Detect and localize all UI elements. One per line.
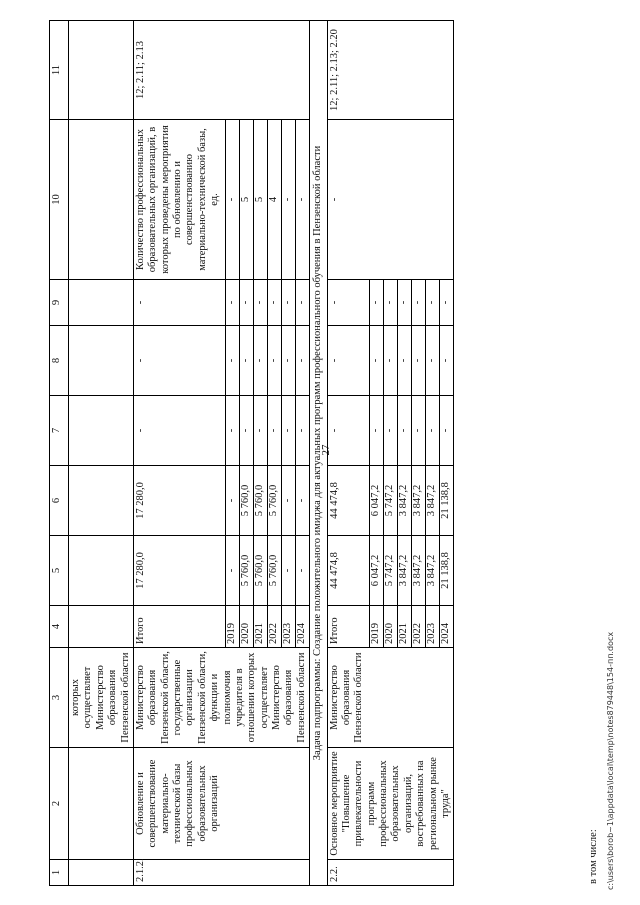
column-header-8: 8 bbox=[50, 326, 69, 396]
local-budget-cell: - bbox=[370, 326, 384, 396]
regional-budget-cell: 17 280,0 bbox=[133, 466, 225, 536]
year-cell: 2020 bbox=[384, 606, 398, 648]
total-cell: - bbox=[296, 536, 310, 606]
regional-budget-cell: - bbox=[282, 466, 296, 536]
column-header-3: 3 bbox=[50, 648, 69, 748]
regional-budget-cell: 3 847,2 bbox=[398, 466, 412, 536]
other-sources-cell: - bbox=[440, 280, 454, 326]
regional-budget-cell: - bbox=[226, 466, 240, 536]
column-header-10: 10 bbox=[50, 120, 69, 280]
regional-budget-cell: 44 474,8 bbox=[327, 466, 370, 536]
federal-budget-cell: - bbox=[226, 396, 240, 466]
cont-cell-5 bbox=[69, 536, 134, 606]
activity-212-name: Обновление и совершенствование материально-технической базы профессиональных образовательных организаций bbox=[133, 748, 309, 860]
local-budget-cell: - bbox=[282, 326, 296, 396]
cont-cell-3: которых осуществляет Министерство образования Пензенской области bbox=[69, 648, 134, 748]
local-budget-cell: - bbox=[133, 326, 225, 396]
cont-cell-6 bbox=[69, 466, 134, 536]
activity-212-links: 12; 2.11; 2.13 bbox=[133, 21, 309, 120]
activity-212-number: 2.1.2. bbox=[133, 860, 309, 886]
year-cell: 2021 bbox=[398, 606, 412, 648]
activity-22-number: 2.2. bbox=[327, 860, 454, 886]
local-budget-cell: - bbox=[240, 326, 254, 396]
cont-cell-1 bbox=[69, 860, 134, 886]
other-sources-cell: - bbox=[370, 280, 384, 326]
total-cell: 44 474,8 bbox=[327, 536, 370, 606]
other-sources-cell: - bbox=[240, 280, 254, 326]
indicator-cell: - bbox=[282, 120, 296, 280]
other-sources-cell: - bbox=[268, 280, 282, 326]
other-sources-cell: - bbox=[384, 280, 398, 326]
total-cell: 3 847,2 bbox=[398, 536, 412, 606]
indicator-cell: - bbox=[226, 120, 240, 280]
column-header-1: 1 bbox=[50, 860, 69, 886]
total-cell: 3 847,2 bbox=[412, 536, 426, 606]
regional-budget-cell: 5 747,2 bbox=[384, 466, 398, 536]
federal-budget-cell: - bbox=[398, 396, 412, 466]
cont-cell-4 bbox=[69, 606, 134, 648]
indicator-cell: Количество профессиональных образовательных организаций, в которых проведены мероприятия по обновлению и совершенствованию материально-технической базы, ед. bbox=[133, 120, 225, 280]
column-header-2: 2 bbox=[50, 748, 69, 860]
page-number: 27 bbox=[320, 444, 332, 456]
federal-budget-cell: - bbox=[412, 396, 426, 466]
regional-budget-cell: 5 760,0 bbox=[268, 466, 282, 536]
federal-budget-cell: - bbox=[440, 396, 454, 466]
other-sources-cell: - bbox=[133, 280, 225, 326]
column-header-9: 9 bbox=[50, 280, 69, 326]
indicator-cell: 4 bbox=[268, 120, 282, 280]
year-cell: 2023 bbox=[426, 606, 440, 648]
local-budget-cell: - bbox=[327, 326, 370, 396]
total-cell: 3 847,2 bbox=[426, 536, 440, 606]
task-text: Задача подпрограммы: Создание положительного имиджа для актуальных программ профессионального обучения в Пензенской области bbox=[310, 21, 327, 886]
other-sources-cell: - bbox=[254, 280, 268, 326]
local-budget-cell: - bbox=[426, 326, 440, 396]
other-sources-cell: - bbox=[426, 280, 440, 326]
federal-budget-cell: - bbox=[384, 396, 398, 466]
footer-file-path: c:\users\borob~1\appdata\local\temp\notes879448\154-пп.docx bbox=[605, 631, 615, 890]
activity-22-links: 12; 2.11; 2.13; 2.20 bbox=[327, 21, 454, 120]
federal-budget-cell: - bbox=[370, 396, 384, 466]
other-sources-cell: - bbox=[412, 280, 426, 326]
continuation-row bbox=[69, 21, 134, 886]
other-sources-cell: - bbox=[226, 280, 240, 326]
regional-budget-cell: 5 760,0 bbox=[254, 466, 268, 536]
total-cell: 5 747,2 bbox=[384, 536, 398, 606]
activity-22-row bbox=[327, 21, 370, 886]
indicator-cell: - bbox=[327, 120, 454, 280]
total-cell: 5 760,0 bbox=[254, 536, 268, 606]
indicator-cell: - bbox=[296, 120, 310, 280]
other-sources-cell: - bbox=[398, 280, 412, 326]
cont-cell-2 bbox=[69, 748, 134, 860]
federal-budget-cell: - bbox=[282, 396, 296, 466]
total-cell: - bbox=[226, 536, 240, 606]
local-budget-cell: - bbox=[296, 326, 310, 396]
column-header-row bbox=[50, 21, 69, 886]
total-cell: 5 760,0 bbox=[240, 536, 254, 606]
local-budget-cell: - bbox=[268, 326, 282, 396]
regional-budget-cell: - bbox=[296, 466, 310, 536]
year-cell: 2022 bbox=[412, 606, 426, 648]
column-header-4: 4 bbox=[50, 606, 69, 648]
local-budget-cell: - bbox=[226, 326, 240, 396]
federal-budget-cell: - bbox=[240, 396, 254, 466]
year-cell: 2024 bbox=[296, 606, 310, 648]
local-budget-cell: - bbox=[440, 326, 454, 396]
year-cell: 2022 bbox=[268, 606, 282, 648]
activity-22-name: Основное мероприятие "Повышение привлекательности программ профессиональных образовательных организаций, востребованных на региональном рынке труда" bbox=[327, 748, 454, 860]
local-budget-cell: - bbox=[384, 326, 398, 396]
indicator-cell: 5 bbox=[254, 120, 268, 280]
regional-budget-cell: 6 047,2 bbox=[370, 466, 384, 536]
total-cell: 6 047,2 bbox=[370, 536, 384, 606]
year-cell: 2019 bbox=[370, 606, 384, 648]
regional-budget-cell: 5 760,0 bbox=[240, 466, 254, 536]
indicator-cell: 5 bbox=[240, 120, 254, 280]
year-cell: 2020 bbox=[240, 606, 254, 648]
total-cell: 5 760,0 bbox=[268, 536, 282, 606]
federal-budget-cell: - bbox=[133, 396, 225, 466]
year-cell: 2024 bbox=[440, 606, 454, 648]
year-cell: Итого bbox=[133, 606, 225, 648]
activity-22-executor: Министерство образования Пензенской области bbox=[327, 648, 454, 748]
activity-212-executor: Министерство образования Пензенской области, государственные организации Пензенской области, функции и полномочия учредителя в отношении которых осуществляет Министерство образования Пензенской области bbox=[133, 648, 309, 748]
year-cell: 2019 bbox=[226, 606, 240, 648]
column-header-6: 6 bbox=[50, 466, 69, 536]
year-cell: Итого bbox=[327, 606, 370, 648]
regional-budget-cell: 3 847,2 bbox=[412, 466, 426, 536]
federal-budget-cell: - bbox=[296, 396, 310, 466]
cont-cell-9 bbox=[69, 280, 134, 326]
regional-budget-cell: 3 847,2 bbox=[426, 466, 440, 536]
local-budget-cell: - bbox=[412, 326, 426, 396]
federal-budget-cell: - bbox=[426, 396, 440, 466]
program-table bbox=[49, 20, 454, 886]
column-header-11: 11 bbox=[50, 21, 69, 120]
activity-212-row bbox=[133, 21, 225, 886]
federal-budget-cell: - bbox=[327, 396, 370, 466]
total-cell: 21 138,8 bbox=[440, 536, 454, 606]
cont-cell-11 bbox=[69, 21, 134, 120]
year-cell: 2021 bbox=[254, 606, 268, 648]
total-cell: 17 280,0 bbox=[133, 536, 225, 606]
total-cell: - bbox=[282, 536, 296, 606]
other-sources-cell: - bbox=[282, 280, 296, 326]
rotated-table-page bbox=[49, 14, 615, 894]
regional-budget-cell: 21 138,8 bbox=[440, 466, 454, 536]
including-label: в том числе: bbox=[587, 829, 599, 884]
task-row bbox=[310, 21, 327, 886]
column-header-7: 7 bbox=[50, 396, 69, 466]
column-header-5: 5 bbox=[50, 536, 69, 606]
federal-budget-cell: - bbox=[268, 396, 282, 466]
year-cell: 2023 bbox=[282, 606, 296, 648]
other-sources-cell: - bbox=[296, 280, 310, 326]
local-budget-cell: - bbox=[398, 326, 412, 396]
federal-budget-cell: - bbox=[254, 396, 268, 466]
other-sources-cell: - bbox=[327, 280, 370, 326]
cont-cell-7 bbox=[69, 396, 134, 466]
local-budget-cell: - bbox=[254, 326, 268, 396]
cont-cell-10 bbox=[69, 120, 134, 280]
cont-cell-8 bbox=[69, 326, 134, 396]
